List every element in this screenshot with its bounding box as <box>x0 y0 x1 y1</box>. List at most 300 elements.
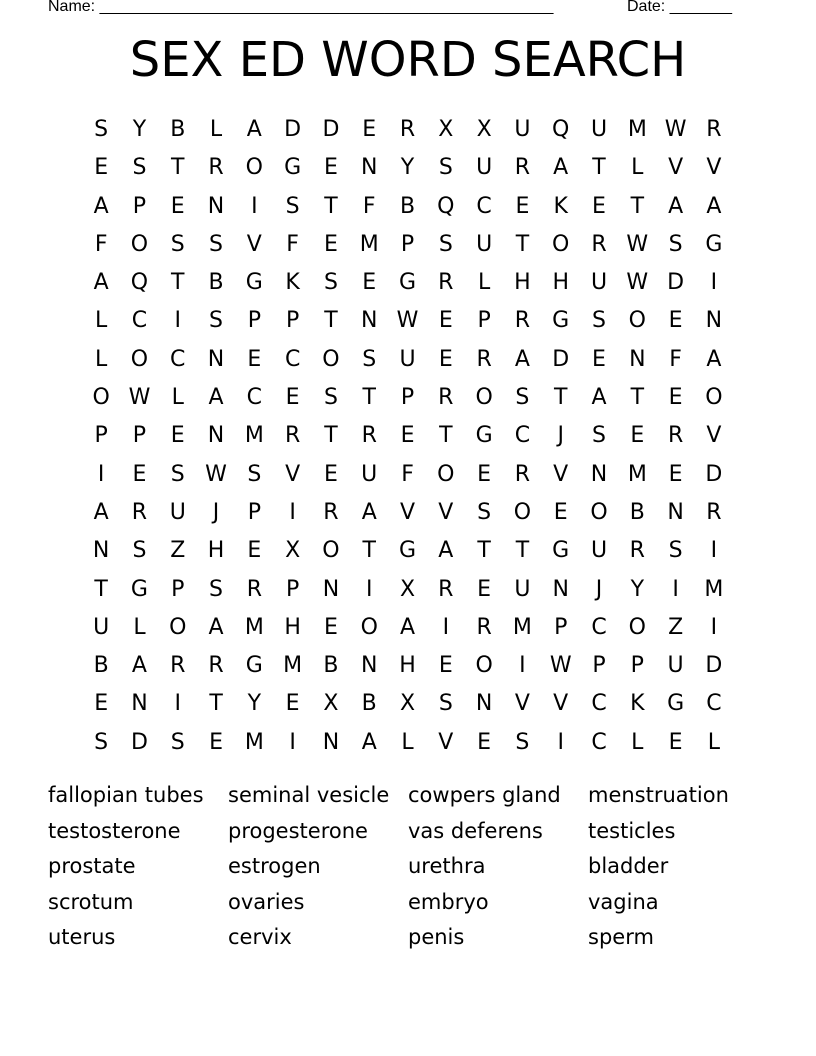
grid-letter: N <box>207 423 225 449</box>
word-list-item: cowpers gland <box>408 783 561 807</box>
grid-letter: E <box>477 729 492 755</box>
grid-letter: X <box>438 117 454 142</box>
grid-letter: Y <box>400 155 415 181</box>
grid-letter: D <box>552 346 570 372</box>
grid-letter: E <box>668 729 683 755</box>
grid-letter: R <box>208 155 224 181</box>
word-list-item: vas deferens <box>408 818 543 843</box>
grid-letter: M <box>704 576 724 602</box>
grid-letter: T <box>515 538 530 564</box>
grid-letter: S <box>668 538 683 564</box>
grid-letter: Q <box>552 117 570 142</box>
grid-letter: T <box>630 193 645 219</box>
grid-letter: V <box>553 461 569 487</box>
grid-letter: K <box>285 270 300 296</box>
grid-letter: I <box>97 461 105 487</box>
grid-letter: M <box>244 423 264 449</box>
word-list-item: urethra <box>408 854 486 878</box>
grid-letter: O <box>705 385 723 411</box>
grid-letter: T <box>515 231 530 257</box>
grid-letter: W <box>396 308 419 334</box>
grid-letter: W <box>549 653 572 679</box>
grid-letter: R <box>323 499 339 525</box>
grid-letter: S <box>209 231 224 257</box>
grid-letter: R <box>706 117 722 142</box>
grid-letter: A <box>553 155 569 181</box>
grid-letter: B <box>323 653 339 679</box>
grid-letter: A <box>399 614 416 640</box>
grid-letter: F <box>94 231 108 257</box>
grid-letter: F <box>286 231 299 257</box>
grid-letter: S <box>515 729 530 755</box>
grid-letter: V <box>706 423 722 449</box>
grid-letter: T <box>553 385 568 411</box>
grid-letter: R <box>476 614 492 640</box>
grid-letter: E <box>438 308 453 334</box>
grid-letter: V <box>706 155 722 181</box>
word-list-item: seminal vesicle <box>228 783 390 807</box>
grid-letter: U <box>590 117 608 142</box>
word-list-item: progesterone <box>228 818 368 843</box>
grid-letter: P <box>477 308 491 334</box>
grid-letter: E <box>592 346 606 372</box>
grid-letter: G <box>475 423 493 449</box>
grid-letter: P <box>132 423 147 449</box>
grid-letter: S <box>438 231 453 257</box>
grid-letter: P <box>247 499 261 525</box>
grid-letter: K <box>630 691 645 717</box>
grid-letter: W <box>205 461 227 487</box>
word-list-item: bladder <box>588 854 669 878</box>
grid-letter: E <box>247 538 262 564</box>
word-list-item: fallopian tubes <box>48 783 204 807</box>
grid-letter: U <box>476 155 493 181</box>
grid-letter: E <box>209 729 223 755</box>
grid-letter: G <box>552 308 570 334</box>
grid-letter: M <box>283 653 303 679</box>
grid-letter: R <box>361 423 377 449</box>
grid-letter: E <box>285 691 300 717</box>
grid-letter: M <box>627 117 647 142</box>
grid-letter: T <box>362 538 376 564</box>
grid-letter: I <box>710 270 718 296</box>
grid-letter: Z <box>170 538 186 564</box>
grid-letter: O <box>437 461 455 487</box>
grid-letter: O <box>552 231 570 257</box>
grid-letter: P <box>94 423 108 449</box>
grid-letter: R <box>438 576 454 602</box>
grid-letter: V <box>514 691 530 717</box>
word-list-item: cervix <box>228 925 292 949</box>
grid-letter: B <box>629 499 645 525</box>
grid-letter: D <box>130 729 148 755</box>
page-title: SEX ED WORD SEARCH <box>129 32 687 88</box>
grid-letter: O <box>92 385 110 411</box>
word-list-item: ovaries <box>228 889 305 914</box>
grid-letter: X <box>399 576 416 602</box>
grid-letter: P <box>400 385 415 411</box>
grid-letter: E <box>438 653 453 679</box>
grid-letter: Y <box>247 691 262 717</box>
grid-letter: M <box>244 729 264 755</box>
grid-letter: B <box>208 270 224 296</box>
grid-letter: I <box>289 499 296 525</box>
grid-letter: L <box>209 117 223 142</box>
grid-letter: I <box>710 538 718 564</box>
grid-letter: E <box>438 346 453 372</box>
grid-letter: E <box>592 193 606 219</box>
grid-letter: E <box>668 461 683 487</box>
grid-letter: L <box>171 385 184 411</box>
grid-letter: T <box>324 193 338 219</box>
grid-letter: N <box>322 729 340 755</box>
grid-letter: E <box>247 346 262 372</box>
grid-letter: O <box>130 231 149 257</box>
grid-letter: N <box>360 653 378 679</box>
grid-letter: U <box>514 576 531 602</box>
grid-letter: N <box>629 346 646 372</box>
grid-letter: O <box>590 499 608 525</box>
grid-letter: W <box>128 385 151 411</box>
grid-letter: C <box>706 691 722 717</box>
grid-letter: C <box>476 193 492 219</box>
grid-letter: E <box>323 461 338 487</box>
grid-letter: E <box>132 461 147 487</box>
grid-letter: A <box>93 499 109 525</box>
grid-letter: S <box>94 729 109 755</box>
grid-letter: H <box>514 270 531 296</box>
grid-letter: S <box>477 499 492 525</box>
grid-letter: N <box>552 576 569 602</box>
grid-letter: T <box>324 423 338 449</box>
grid-letter: D <box>322 117 340 142</box>
grid-letter: Q <box>437 193 455 219</box>
grid-letter: C <box>170 346 186 372</box>
grid-letter: S <box>247 461 262 487</box>
grid-letter: O <box>628 614 646 640</box>
grid-letter: S <box>209 308 224 334</box>
grid-letter: M <box>512 614 532 640</box>
grid-letter: T <box>630 385 645 411</box>
grid-letter: L <box>401 729 414 755</box>
grid-letter: S <box>438 691 453 717</box>
grid-letter: S <box>592 308 606 334</box>
grid-letter: G <box>130 576 148 602</box>
grid-letter: R <box>438 270 454 296</box>
grid-letter: V <box>438 729 454 755</box>
grid-letter: B <box>399 193 416 219</box>
grid-letter: S <box>170 461 185 487</box>
grid-letter: E <box>285 385 300 411</box>
grid-letter: S <box>438 155 453 181</box>
grid-letter: V <box>553 691 569 717</box>
grid-letter: U <box>514 117 531 142</box>
grid-letter: A <box>93 270 109 296</box>
grid-letter: N <box>92 538 110 564</box>
grid-letter: O <box>322 346 340 372</box>
grid-letter: E <box>400 423 415 449</box>
grid-letter: F <box>401 461 414 487</box>
grid-letter: R <box>246 576 262 602</box>
grid-letter: O <box>130 346 149 372</box>
grid-letter: T <box>209 691 223 717</box>
grid-letter: B <box>361 691 377 717</box>
grid-letter: S <box>285 193 300 219</box>
grid-letter: A <box>208 614 224 640</box>
grid-letter: E <box>323 155 338 181</box>
grid-letter: U <box>590 538 608 564</box>
grid-letter: G <box>398 270 417 296</box>
grid-letter: R <box>591 231 607 257</box>
grid-letter: P <box>171 576 185 602</box>
grid-letter: N <box>207 193 225 219</box>
grid-letter: O <box>322 538 340 564</box>
grid-letter: A <box>208 385 224 411</box>
grid-letter: L <box>631 729 644 755</box>
grid-letter: P <box>592 653 606 679</box>
grid-letter: A <box>93 193 109 219</box>
grid-letter: S <box>515 385 530 411</box>
grid-letter: E <box>94 155 109 181</box>
grid-letter: W <box>626 231 649 257</box>
grid-letter: V <box>668 155 684 181</box>
grid-letter: M <box>244 614 264 640</box>
word-list-item: estrogen <box>228 854 321 878</box>
grid-letter: E <box>323 614 338 640</box>
grid-letter: U <box>169 499 186 525</box>
grid-letter: T <box>171 155 185 181</box>
word-list-item: prostate <box>48 854 136 878</box>
grid-letter: G <box>667 691 685 717</box>
grid-letter: B <box>170 117 186 142</box>
grid-letter: R <box>438 385 454 411</box>
grid-letter: L <box>477 270 491 296</box>
grid-letter: R <box>284 423 301 449</box>
grid-letter: I <box>442 614 450 640</box>
grid-letter: P <box>554 614 568 640</box>
grid-letter: C <box>514 423 531 449</box>
grid-letter: A <box>361 729 377 755</box>
grid-letter: L <box>707 729 721 755</box>
word-list-item: sperm <box>588 925 654 949</box>
grid-letter: S <box>668 231 683 257</box>
grid-letter: T <box>324 308 338 334</box>
grid-letter: S <box>170 231 185 257</box>
grid-letter: S <box>209 576 224 602</box>
grid-letter: C <box>591 614 607 640</box>
grid-letter: S <box>170 729 185 755</box>
grid-letter: E <box>630 423 645 449</box>
grid-letter: J <box>595 576 603 602</box>
grid-letter: O <box>475 385 493 411</box>
grid-letter: H <box>207 538 225 564</box>
grid-letter: T <box>477 538 491 564</box>
grid-letter: Y <box>630 576 645 602</box>
grid-letter: U <box>93 614 110 640</box>
grid-letter: R <box>476 346 492 372</box>
grid-letter: R <box>514 461 531 487</box>
grid-letter: I <box>710 614 718 640</box>
grid-letter: P <box>400 231 415 257</box>
grid-letter: J <box>557 423 564 449</box>
grid-letter: G <box>284 155 302 181</box>
grid-letter: I <box>672 576 679 602</box>
grid-letter: T <box>439 423 453 449</box>
grid-letter: R <box>629 538 645 564</box>
grid-letter: O <box>169 614 187 640</box>
grid-letter: W <box>664 117 687 142</box>
grid-letter: R <box>399 117 416 142</box>
grid-letter: C <box>246 385 263 411</box>
grid-letter: E <box>668 385 683 411</box>
grid-letter: Q <box>130 270 149 296</box>
grid-letter: N <box>475 691 493 717</box>
grid-letter: M <box>627 461 647 487</box>
grid-letter: F <box>669 346 682 372</box>
grid-letter: K <box>553 193 568 219</box>
grid-letter: W <box>626 270 649 296</box>
grid-letter: A <box>668 193 684 219</box>
grid-letter: P <box>285 308 300 334</box>
grid-letter: N <box>322 576 340 602</box>
grid-letter: L <box>133 614 146 640</box>
grid-letter: A <box>514 346 530 372</box>
grid-letter: T <box>362 385 376 411</box>
grid-letter: S <box>132 538 147 564</box>
word-list-item: testicles <box>588 818 676 843</box>
grid-letter: C <box>284 346 301 372</box>
grid-letter: A <box>591 385 607 411</box>
grid-letter: E <box>515 193 530 219</box>
grid-letter: E <box>362 117 377 142</box>
grid-letter: E <box>323 231 338 257</box>
grid-letter: I <box>365 576 373 602</box>
grid-letter: U <box>667 653 684 679</box>
grid-letter: T <box>592 155 606 181</box>
grid-letter: V <box>438 499 454 525</box>
word-list-item: testosterone <box>48 818 181 843</box>
grid-letter: L <box>95 308 108 334</box>
grid-letter: I <box>519 653 526 679</box>
grid-letter: X <box>323 691 339 717</box>
grid-letter: G <box>398 538 417 564</box>
grid-letter: I <box>557 729 564 755</box>
grid-letter: X <box>285 538 301 564</box>
grid-letter: N <box>667 499 684 525</box>
grid-letter: S <box>592 423 606 449</box>
grid-letter: G <box>705 231 723 257</box>
letter-grid <box>82 111 733 762</box>
grid-letter: O <box>245 155 263 181</box>
grid-letter: S <box>323 385 338 411</box>
name-field-label: Name: ___________________________________________________ <box>48 0 554 15</box>
word-list-item: penis <box>408 925 465 949</box>
grid-letter: E <box>553 499 568 525</box>
grid-letter: N <box>590 461 608 487</box>
grid-letter: P <box>132 193 147 219</box>
word-list-item: scrotum <box>48 889 134 914</box>
date-field-label: Date: _______ <box>627 0 732 15</box>
grid-letter: T <box>171 270 185 296</box>
grid-letter: D <box>705 653 723 679</box>
grid-letter: E <box>170 193 185 219</box>
grid-letter: I <box>289 729 296 755</box>
grid-letter: I <box>251 193 258 219</box>
grid-letter: C <box>591 729 607 755</box>
grid-letter: A <box>438 538 454 564</box>
grid-letter: C <box>131 308 148 334</box>
grid-letter: V <box>399 499 416 525</box>
grid-letter: A <box>706 193 722 219</box>
grid-letter: A <box>361 499 377 525</box>
grid-letter: R <box>170 653 186 679</box>
grid-letter: R <box>208 653 224 679</box>
grid-letter: O <box>513 499 532 525</box>
grid-letter: A <box>131 653 147 679</box>
grid-letter: N <box>360 308 378 334</box>
grid-letter: I <box>174 308 181 334</box>
word-list-item: embryo <box>408 889 489 914</box>
grid-letter: P <box>247 308 261 334</box>
word-list <box>48 778 768 956</box>
grid-letter: N <box>207 346 225 372</box>
grid-letter: V <box>246 231 262 257</box>
grid-letter: U <box>399 346 416 372</box>
grid-letter: U <box>361 461 378 487</box>
grid-letter: E <box>477 576 492 602</box>
grid-letter: Y <box>132 117 147 142</box>
grid-letter: G <box>245 653 263 679</box>
grid-letter: N <box>131 691 148 717</box>
grid-letter: R <box>706 499 722 525</box>
grid-letter: I <box>174 691 181 717</box>
grid-letter: E <box>668 308 683 334</box>
grid-letter: T <box>94 576 108 602</box>
grid-letter: C <box>591 691 607 717</box>
grid-letter: U <box>476 231 493 257</box>
grid-letter: L <box>631 155 644 181</box>
grid-letter: E <box>362 270 377 296</box>
word-list-item: vagina <box>588 889 659 914</box>
grid-letter: G <box>245 270 263 296</box>
grid-letter: Z <box>668 614 684 640</box>
grid-letter: S <box>362 346 377 372</box>
grid-letter: N <box>705 308 723 334</box>
grid-letter: R <box>514 155 531 181</box>
grid-letter: H <box>284 614 301 640</box>
grid-letter: J <box>212 499 220 525</box>
grid-letter: R <box>667 423 684 449</box>
word-list-item: uterus <box>48 925 116 949</box>
grid-letter: E <box>477 461 492 487</box>
grid-letter: E <box>170 423 185 449</box>
grid-letter: V <box>285 461 301 487</box>
grid-letter: A <box>246 117 262 142</box>
grid-letter: S <box>132 155 147 181</box>
grid-letter: D <box>667 270 685 296</box>
word-list-item: menstruation <box>588 783 729 807</box>
grid-letter: X <box>399 691 416 717</box>
grid-letter: H <box>399 653 416 679</box>
grid-letter: U <box>590 270 608 296</box>
grid-letter: B <box>93 653 109 679</box>
grid-letter: O <box>360 614 378 640</box>
grid-letter: S <box>94 117 109 142</box>
grid-letter: D <box>284 117 302 142</box>
grid-letter: N <box>360 155 378 181</box>
grid-letter: R <box>514 308 531 334</box>
grid-letter: H <box>552 270 569 296</box>
